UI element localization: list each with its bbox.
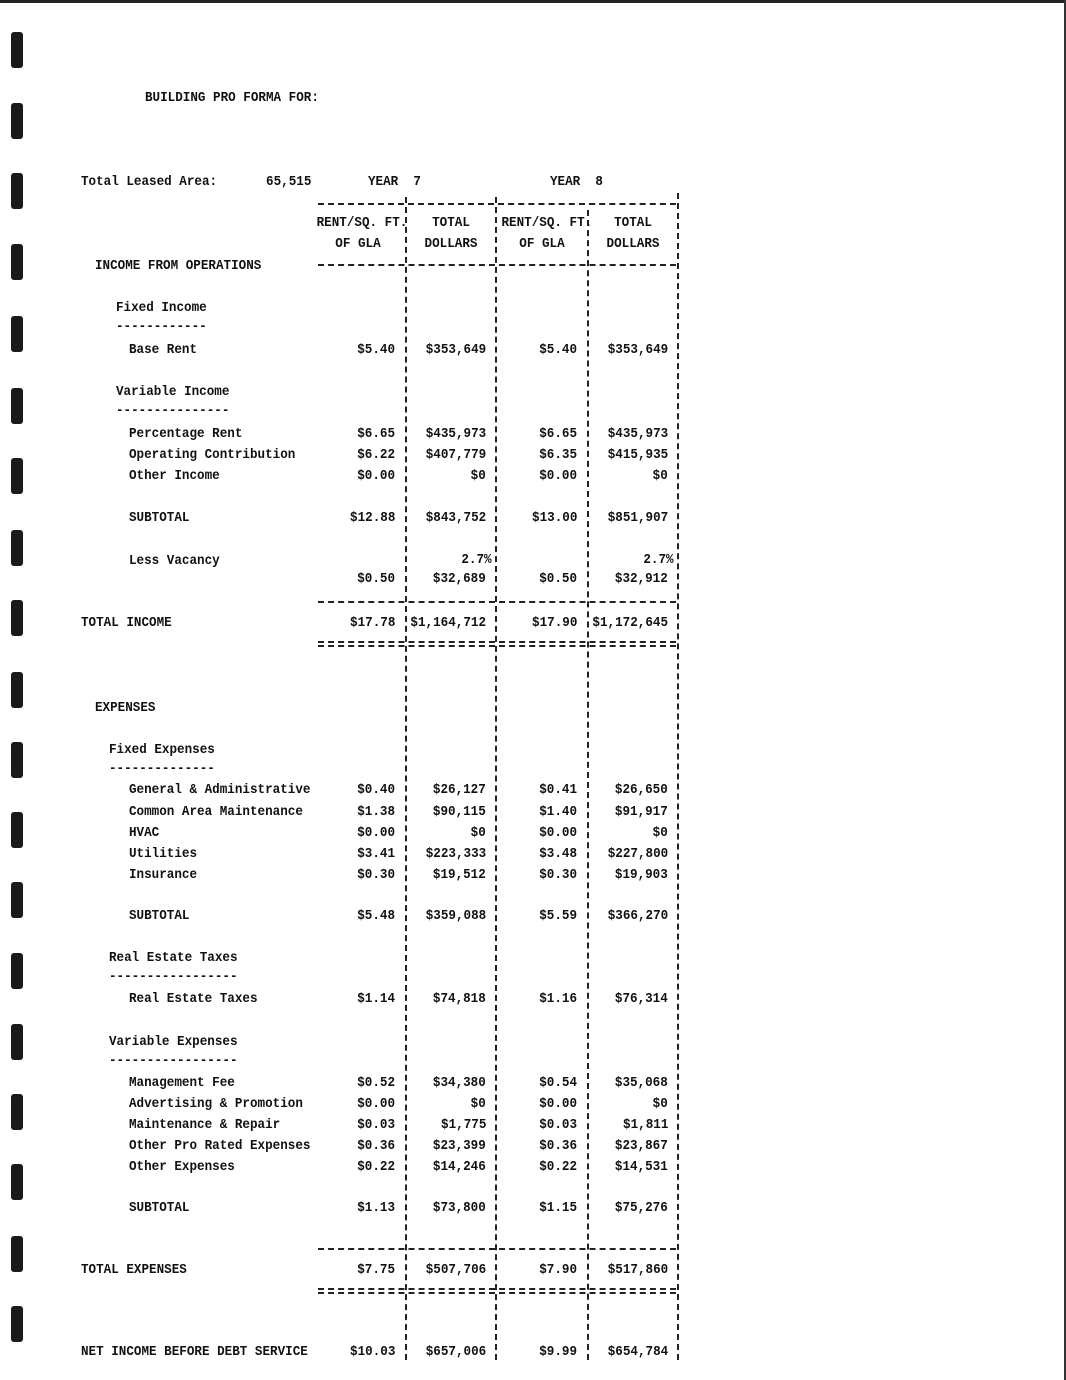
punch-hole <box>11 600 23 636</box>
punch-hole <box>11 1164 23 1200</box>
other-expenses-y7-sf: $0.22 <box>357 1159 395 1175</box>
punch-hole <box>11 244 23 280</box>
less-vacancy-label: Less Vacancy <box>129 553 220 569</box>
income-subtotal-y7-total: $843,752 <box>425 510 486 526</box>
other-expenses-y8-sf: $0.22 <box>539 1159 577 1175</box>
less-vacancy-y8-total: $32,912 <box>615 571 668 587</box>
year-8-heading: YEAR 8 <box>550 174 603 190</box>
punch-hole <box>11 316 23 352</box>
real-estate-taxes-y7-total: $74,818 <box>433 991 486 1007</box>
fixed-expenses-subtotal-label: SUBTOTAL <box>129 908 190 924</box>
hvac-y8-total: $0 <box>652 825 668 841</box>
percentage-rent-y7-total: $435,973 <box>425 426 486 442</box>
operating-contribution-y7-sf: $6.22 <box>357 447 395 463</box>
y8-total-header-1: TOTAL <box>614 215 652 231</box>
other-pro-rated-expenses-label: Other Pro Rated Expenses <box>129 1138 311 1154</box>
y8-header-top-rule <box>498 203 676 205</box>
punch-hole <box>11 812 23 848</box>
fixed-expenses-subtotal-y8-sf: $5.59 <box>539 908 577 924</box>
percentage-rent-label: Percentage Rent <box>129 426 243 442</box>
fixed-income-heading: Fixed Income <box>116 300 207 316</box>
operating-contribution-y7-total: $407,779 <box>425 447 486 463</box>
maintenance-repair-label: Maintenance & Repair <box>129 1117 281 1133</box>
utilities-y7-sf: $3.41 <box>357 846 395 862</box>
total-expenses-top-rule <box>318 1248 676 1250</box>
other-pro-rated-expenses-y8-sf: $0.36 <box>539 1138 577 1154</box>
hvac-y8-sf: $0.00 <box>539 825 577 841</box>
expenses-section-heading: EXPENSES <box>95 700 156 716</box>
variable-expenses-subtotal-y8-sf: $1.15 <box>539 1200 577 1216</box>
operating-contribution-y8-total: $415,935 <box>607 447 668 463</box>
y8-rent-header-1: RENT/SQ. FT. <box>501 215 593 231</box>
general-administrative-label: General & Administrative <box>129 782 311 798</box>
utilities-y8-sf: $3.48 <box>539 846 577 862</box>
base-rent-label: Base Rent <box>129 342 198 358</box>
other-income-y8-total: $0 <box>652 468 668 484</box>
year-7-heading: YEAR 7 <box>368 174 421 190</box>
column-divider-2 <box>495 197 497 1360</box>
base-rent-y8-total: $353,649 <box>607 342 668 358</box>
general-administrative-y8-sf: $0.41 <box>539 782 577 798</box>
general-administrative-y8-total: $26,650 <box>615 782 668 798</box>
re-taxes-underline: ----------------- <box>109 969 238 985</box>
y8-vacancy-percent: 2.7% <box>643 552 674 568</box>
total-income-y7-total: $1,164,712 <box>410 615 486 631</box>
base-rent-y7-total: $353,649 <box>425 342 486 358</box>
fixed-expenses-subtotal-y8-total: $366,270 <box>607 908 668 924</box>
management-fee-label: Management Fee <box>129 1075 235 1091</box>
percentage-rent-y7-sf: $6.65 <box>357 426 395 442</box>
y7-total-header-2: DOLLARS <box>424 236 478 252</box>
punch-hole <box>11 173 23 209</box>
variable-expenses-heading: Variable Expenses <box>109 1034 238 1050</box>
general-administrative-y7-total: $26,127 <box>433 782 486 798</box>
variable-expenses-underline: ----------------- <box>109 1053 238 1069</box>
punch-hole <box>11 953 23 989</box>
column-divider-3 <box>587 210 589 1360</box>
total-expenses-y7-total: $507,706 <box>425 1262 486 1278</box>
hvac-y7-sf: $0.00 <box>357 825 395 841</box>
other-pro-rated-expenses-y7-sf: $0.36 <box>357 1138 395 1154</box>
other-pro-rated-expenses-y8-total: $23,867 <box>615 1138 668 1154</box>
maintenance-repair-y8-sf: $0.03 <box>539 1117 577 1133</box>
advertising-promotion-y8-sf: $0.00 <box>539 1096 577 1112</box>
common-area-maintenance-y7-sf: $1.38 <box>357 804 395 820</box>
common-area-maintenance-y7-total: $90,115 <box>433 804 486 820</box>
variable-expenses-subtotal-y7-sf: $1.13 <box>357 1200 395 1216</box>
common-area-maintenance-label: Common Area Maintenance <box>129 804 303 820</box>
other-income-y7-sf: $0.00 <box>357 468 395 484</box>
insurance-y7-total: $19,512 <box>433 867 486 883</box>
management-fee-y8-total: $35,068 <box>615 1075 668 1091</box>
operating-contribution-y8-sf: $6.35 <box>539 447 577 463</box>
income-section-heading: INCOME FROM OPERATIONS <box>95 258 262 274</box>
utilities-y7-total: $223,333 <box>425 846 486 862</box>
header-bottom-rule <box>318 264 676 266</box>
total-expenses-label: TOTAL EXPENSES <box>81 1262 187 1278</box>
real-estate-taxes-y8-total: $76,314 <box>615 991 668 1007</box>
re-taxes-heading: Real Estate Taxes <box>109 950 238 966</box>
column-divider-1 <box>405 197 407 1360</box>
income-subtotal-y8-sf: $13.00 <box>531 510 577 526</box>
punch-hole <box>11 388 23 424</box>
insurance-y8-sf: $0.30 <box>539 867 577 883</box>
net-income-y7-sf: $10.03 <box>349 1344 395 1360</box>
less-vacancy-y8-sf: $0.50 <box>539 571 577 587</box>
income-subtotal-y8-total: $851,907 <box>607 510 668 526</box>
net-income-y7-total: $657,006 <box>425 1344 486 1360</box>
other-income-label: Other Income <box>129 468 220 484</box>
leased-area-value: 65,515 <box>265 174 311 190</box>
management-fee-y8-sf: $0.54 <box>539 1075 577 1091</box>
total-expenses-y8-sf: $7.90 <box>539 1262 577 1278</box>
advertising-promotion-y7-sf: $0.00 <box>357 1096 395 1112</box>
maintenance-repair-y7-total: $1,775 <box>440 1117 486 1133</box>
punch-hole <box>11 1094 23 1130</box>
total-income-double-rule <box>318 641 676 647</box>
general-administrative-y7-sf: $0.40 <box>357 782 395 798</box>
maintenance-repair-y8-total: $1,811 <box>622 1117 668 1133</box>
other-income-y7-total: $0 <box>470 468 486 484</box>
percentage-rent-y8-total: $435,973 <box>607 426 668 442</box>
other-pro-rated-expenses-y7-total: $23,399 <box>433 1138 486 1154</box>
variable-income-underline: --------------- <box>116 403 230 419</box>
y7-rent-header-2: OF GLA <box>335 236 381 252</box>
utilities-label: Utilities <box>129 846 198 862</box>
hvac-label: HVAC <box>129 825 160 841</box>
real-estate-taxes-y7-sf: $1.14 <box>357 991 395 1007</box>
total-income-label: TOTAL INCOME <box>81 615 172 631</box>
fixed-income-underline: ------------ <box>116 319 207 335</box>
variable-income-heading: Variable Income <box>116 384 230 400</box>
base-rent-y7-sf: $5.40 <box>357 342 395 358</box>
punch-hole <box>11 1024 23 1060</box>
base-rent-y8-sf: $5.40 <box>539 342 577 358</box>
total-income-top-rule <box>318 601 676 603</box>
less-vacancy-y7-total: $32,689 <box>433 571 486 587</box>
fixed-expenses-subtotal-y7-total: $359,088 <box>425 908 486 924</box>
advertising-promotion-y7-total: $0 <box>470 1096 486 1112</box>
net-income-label: NET INCOME BEFORE DEBT SERVICE <box>81 1344 308 1360</box>
other-expenses-y7-total: $14,246 <box>433 1159 486 1175</box>
y8-rent-header-2: OF GLA <box>519 236 565 252</box>
income-subtotal-y7-sf: $12.88 <box>349 510 395 526</box>
punch-hole <box>11 882 23 918</box>
punch-hole <box>11 1306 23 1342</box>
fixed-expenses-heading: Fixed Expenses <box>109 742 215 758</box>
hvac-y7-total: $0 <box>470 825 486 841</box>
total-expenses-double-rule <box>318 1288 676 1294</box>
net-income-y8-sf: $9.99 <box>539 1344 577 1360</box>
punch-hole <box>11 530 23 566</box>
other-income-y8-sf: $0.00 <box>539 468 577 484</box>
common-area-maintenance-y8-sf: $1.40 <box>539 804 577 820</box>
total-expenses-y7-sf: $7.75 <box>357 1262 395 1278</box>
variable-expenses-subtotal-y7-total: $73,800 <box>433 1200 486 1216</box>
maintenance-repair-y7-sf: $0.03 <box>357 1117 395 1133</box>
y8-total-header-2: DOLLARS <box>606 236 660 252</box>
total-expenses-y8-total: $517,860 <box>607 1262 668 1278</box>
real-estate-taxes-label: Real Estate Taxes <box>129 991 258 1007</box>
y7-total-header-1: TOTAL <box>432 215 470 231</box>
advertising-promotion-y8-total: $0 <box>652 1096 668 1112</box>
income-subtotal-label: SUBTOTAL <box>129 510 190 526</box>
punch-hole <box>11 742 23 778</box>
column-divider-4 <box>677 193 679 1360</box>
y7-rent-header-1: RENT/SQ. FT. <box>316 215 408 231</box>
insurance-y8-total: $19,903 <box>615 867 668 883</box>
punch-hole <box>11 103 23 139</box>
punch-hole <box>11 32 23 68</box>
management-fee-y7-sf: $0.52 <box>357 1075 395 1091</box>
total-income-y7-sf: $17.78 <box>349 615 395 631</box>
punch-hole <box>11 672 23 708</box>
management-fee-y7-total: $34,380 <box>433 1075 486 1091</box>
leased-area-label: Total Leased Area: <box>81 174 218 190</box>
fixed-expenses-underline: -------------- <box>109 761 215 777</box>
variable-expenses-subtotal-y8-total: $75,276 <box>615 1200 668 1216</box>
insurance-label: Insurance <box>129 867 198 883</box>
percentage-rent-y8-sf: $6.65 <box>539 426 577 442</box>
total-income-y8-total: $1,172,645 <box>592 615 668 631</box>
advertising-promotion-label: Advertising & Promotion <box>129 1096 303 1112</box>
less-vacancy-y7-sf: $0.50 <box>357 571 395 587</box>
other-expenses-label: Other Expenses <box>129 1159 235 1175</box>
y7-vacancy-percent: 2.7% <box>461 552 492 568</box>
document-title: BUILDING PRO FORMA FOR: <box>145 90 319 106</box>
total-income-y8-sf: $17.90 <box>531 615 577 631</box>
punch-hole <box>11 458 23 494</box>
variable-expenses-subtotal-label: SUBTOTAL <box>129 1200 190 1216</box>
page-top-edge <box>0 0 1066 3</box>
net-income-y8-total: $654,784 <box>607 1344 668 1360</box>
punch-hole <box>11 1236 23 1272</box>
utilities-y8-total: $227,800 <box>607 846 668 862</box>
other-expenses-y8-total: $14,531 <box>615 1159 668 1175</box>
real-estate-taxes-y8-sf: $1.16 <box>539 991 577 1007</box>
fixed-expenses-subtotal-y7-sf: $5.48 <box>357 908 395 924</box>
insurance-y7-sf: $0.30 <box>357 867 395 883</box>
common-area-maintenance-y8-total: $91,917 <box>615 804 668 820</box>
operating-contribution-label: Operating Contribution <box>129 447 296 463</box>
